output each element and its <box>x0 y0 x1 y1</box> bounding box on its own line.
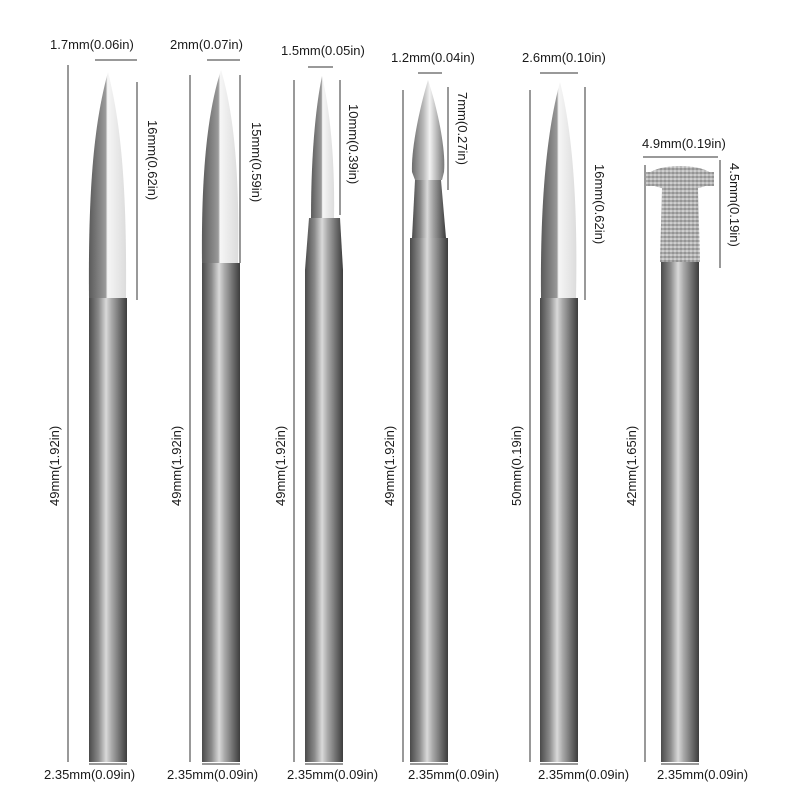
bit-5-shank-diameter-label: 2.35mm(0.09in) <box>538 767 630 782</box>
bit-1-tip-length-label: 16mm(0.62in) <box>145 120 160 201</box>
bit-5-tip-width-label: 2.6mm(0.10in) <box>522 50 606 65</box>
bit-5-shank-length-label: 50mm(0.19in) <box>509 425 524 506</box>
bit-4-tip-width-label: 1.2mm(0.04in) <box>391 50 475 65</box>
bit-2-tip-length-label: 15mm(0.59in) <box>249 122 264 203</box>
bit-6-head-side <box>646 172 714 186</box>
bit-1 <box>89 72 127 762</box>
bit-2-tip <box>202 70 238 263</box>
bit-6-shank <box>661 262 699 762</box>
bit-4 <box>410 80 448 762</box>
bit-2-shank <box>202 263 240 762</box>
bit-5 <box>540 82 578 762</box>
bit-2-tip-width-label: 2mm(0.07in) <box>170 37 243 52</box>
bit-2-shank-length-label: 49mm(1.92in) <box>169 425 184 506</box>
bit-3-tip-width-label: 1.5mm(0.05in) <box>281 43 365 58</box>
bit-3-collar <box>305 218 343 270</box>
bit-2 <box>202 70 240 762</box>
bit-3-tip-length-label: 10mm(0.39in) <box>346 104 361 185</box>
dimension-lines <box>68 60 720 764</box>
bit-5-tip-length-label: 16mm(0.62in) <box>592 164 607 245</box>
bit-6 <box>646 166 714 762</box>
bit-4-collar <box>412 180 446 238</box>
bit-4-shank <box>410 238 448 762</box>
bit-4-shank-diameter-label: 2.35mm(0.09in) <box>408 767 500 782</box>
bit-3 <box>305 76 343 762</box>
bit-4-tip-length-label: 7mm(0.27in) <box>455 92 470 165</box>
bit-3-shank-diameter-label: 2.35mm(0.09in) <box>287 767 379 782</box>
bit-6-tip-length-label: 4.5mm(0.19in) <box>727 163 742 247</box>
bit-1-shank <box>89 298 127 762</box>
bit-2-shank-diameter-label: 2.35mm(0.09in) <box>167 767 259 782</box>
bit-5-tip <box>541 82 576 298</box>
bit-4-tip <box>412 80 444 180</box>
bit-1-tip <box>89 72 126 298</box>
bit-6-shank-diameter-label: 2.35mm(0.09in) <box>657 767 749 782</box>
bit-5-shank <box>540 298 578 762</box>
bit-6-tip-width-label: 4.9mm(0.19in) <box>642 136 726 151</box>
bit-6-shank-length-label: 42mm(1.65in) <box>624 425 639 506</box>
bit-3-shank <box>305 270 343 762</box>
bit-4-shank-length-label: 49mm(1.92in) <box>382 425 397 506</box>
bit-1-shank-diameter-label: 2.35mm(0.09in) <box>44 767 136 782</box>
bit-1-shank-length-label: 49mm(1.92in) <box>47 425 62 506</box>
bit-6-neck <box>660 188 700 262</box>
bit-3-shank-length-label: 49mm(1.92in) <box>273 425 288 506</box>
bit-1-tip-width-label: 1.7mm(0.06in) <box>50 37 134 52</box>
bit-3-tip <box>311 76 334 218</box>
